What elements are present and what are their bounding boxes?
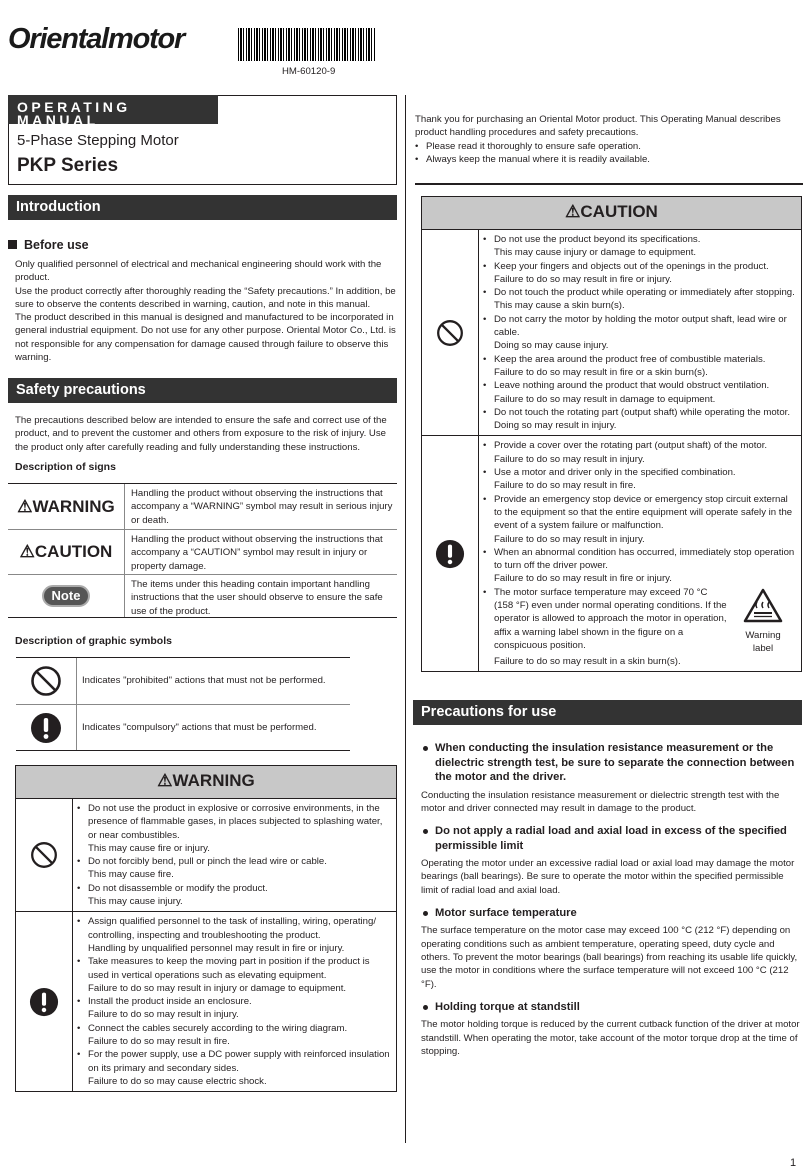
prohibited-description: Indicates "prohibited" actions that must not be performed. xyxy=(82,675,326,687)
warning-prohibited-list xyxy=(73,799,396,911)
prohibited-icon xyxy=(422,230,479,435)
precaution-body: Conducting the insulation resistance measurement or dielectric strength test with the motor and driver connected may result in damage to the product. xyxy=(421,789,780,814)
warning-compulsory-list xyxy=(73,912,396,1091)
safety-precautions-heading: Safety precautions xyxy=(8,378,397,403)
list-item: • Keep the area around the product free of combustible materials. Failure to do so may result in fire or a skin burn(s). xyxy=(483,353,797,380)
warning-sign-text: Handling the product without observing the instructions that accompany a “WARNING” symbol may result in serious injury or death. xyxy=(131,488,393,526)
caution-sign xyxy=(8,530,125,574)
graphic-symbols-table xyxy=(16,657,350,751)
precautions-list xyxy=(421,741,802,1058)
precautions-for-use-heading: Precautions for use xyxy=(413,700,802,725)
before-use-heading xyxy=(8,236,89,254)
oriental-motor-logo: Orientalmotor xyxy=(8,23,185,55)
list-item: • When an abnormal condition has occurred, immediately stop operation to turn off the driver power. Failure to do so may result in fire or injury. xyxy=(483,546,797,586)
caution-sign-text: Handling the product without observing the instructions that accompany a “CAUTION” symbol may result in injury or property damage. xyxy=(131,534,383,572)
product-subtitle: 5-Phase Stepping Motor xyxy=(17,132,179,149)
product-series: PKP Series xyxy=(17,155,119,176)
list-item: • Do not use the product beyond its specifications. This may cause injury or damage to equipment. xyxy=(483,233,797,260)
safety-body: The precautions described below are intended to ensure the safe and correct use of the product, and to prevent the customer and others from exposure to the risk of injury. Use the product only after carefully reading and fully understanding these instructions. xyxy=(15,415,387,453)
intro-bullet: • Please read it thoroughly to ensure safe operation. xyxy=(415,140,803,153)
compulsory-description: Indicates "compulsory" actions that must be performed. xyxy=(82,721,317,733)
sign-row-caution xyxy=(8,529,397,574)
precaution-heading: When conducting the insulation resistance measurement or the dielectric strength test, be sure to separate the connection between the motor and the driver. xyxy=(421,741,802,785)
warning-prohibited-row xyxy=(16,799,396,911)
warning-sign-label: WARNING xyxy=(32,496,115,516)
note-sign-text: The items under this heading contain important handling instructions that the user should observe to ensure the safe use of the product. xyxy=(131,579,383,617)
caution-compulsory-list xyxy=(479,436,801,671)
caution-panel-title: CAUTION xyxy=(580,202,658,221)
warning-panel-title: WARNING xyxy=(172,771,255,790)
caution-sign-label: CAUTION xyxy=(34,542,113,562)
description-of-graphic-symbols: Description of graphic symbols xyxy=(15,635,172,647)
warning-panel-header xyxy=(16,766,396,799)
document-code: HM-60120-9 xyxy=(282,66,336,77)
caution-prohibited-row xyxy=(422,230,801,435)
precaution-body: The surface temperature on the motor case may exceed 100 °C (212 °F) depending on operating conditions such as ambient temperature, operating speed, duty cycle and others. To prevent the motor bearings (ball bearings) from reaching its usable life quickly, use the motor in conditions where the surface temperature will not exceed 100 °C (212 °F). xyxy=(421,925,798,990)
list-item: • For the power supply, use a DC power supply with reinforced insulation on its primary and secondary sides. Failure to do so may cause electric shock. xyxy=(77,1048,392,1088)
note-sign xyxy=(8,575,125,617)
caution-prohibited-list xyxy=(479,230,801,435)
graphic-row-compulsory xyxy=(16,704,350,750)
column-divider xyxy=(405,95,406,1143)
list-item: • Install the product inside an enclosure. Failure to do so may result in injury. xyxy=(77,995,392,1022)
list-item: • Use a motor and driver only in the specified combination. Failure to do so may result in fire. xyxy=(483,466,797,493)
caution-panel xyxy=(421,196,802,672)
signs-table xyxy=(8,483,397,618)
compulsory-icon xyxy=(16,912,73,1091)
list-item xyxy=(483,586,797,655)
list-item: • Provide an emergency stop device or emergency stop circuit external to the equipment so that the entire equipment will operate safely in the event of a system failure or malfunction. Failure to do so may result in injury. xyxy=(483,493,797,546)
precaution-heading: Holding torque at standstill xyxy=(421,1000,802,1015)
precaution-heading: Do not apply a radial load and axial load in excess of the specified permissible limit xyxy=(421,824,802,853)
precaution-heading: Motor surface temperature xyxy=(421,906,802,921)
warning-triangle-icon: ⚠ xyxy=(17,496,33,516)
before-use-heading-text: Before use xyxy=(24,238,89,252)
list-item: • Do not use the product in explosive or corrosive environments, in the presence of flammable gases, in places subjected to splashing water, or near combustibles. This may cause fire or injury. xyxy=(77,802,392,855)
list-item: • Assign qualified personnel to the task of installing, wiring, operating/ controlling, inspecting and troubleshooting the product. Handling by unqualified personnel may result in fire or injury. xyxy=(77,915,392,955)
list-item: • Do not carry the motor by holding the motor output shaft, lead wire or cable. Doing so may cause injury. xyxy=(483,313,797,353)
caution-triangle-icon: ⚠ xyxy=(19,542,35,562)
compulsory-icon xyxy=(422,436,479,671)
list-item: • Connect the cables securely according to the wiring diagram. Failure to do so may result in fire. xyxy=(77,1022,392,1049)
warning-label-figure xyxy=(729,586,797,655)
intro-divider xyxy=(415,183,803,185)
list-item: • Do not touch the product while operating or immediately after stopping. This may cause a skin burn(s). xyxy=(483,286,797,313)
list-item: • Do not touch the rotating part (output shaft) while operating the motor. Doing so may result in injury. xyxy=(483,406,797,433)
introduction-heading: Introduction xyxy=(8,195,397,220)
warning-label-caption: Warning label xyxy=(745,629,781,654)
intro-paragraph: Thank you for purchasing an Oriental Motor product. This Operating Manual describes product handling procedures and safety precautions. xyxy=(415,114,781,139)
warning-triangle-icon: ⚠ xyxy=(157,771,173,790)
intro-text xyxy=(415,113,803,166)
caution-panel-header xyxy=(422,197,801,230)
barcode xyxy=(238,28,375,61)
list-item: • Leave nothing around the product that would obstruct ventilation. Failure to do so may result in damage to equipment. xyxy=(483,379,797,406)
caution-compulsory-row xyxy=(422,435,801,671)
sign-row-warning xyxy=(8,484,397,529)
warning-sign xyxy=(8,484,125,529)
graphic-row-prohibited xyxy=(16,658,350,704)
list-item: • Do not forcibly bend, pull or pinch the lead wire or cable. This may cause fire. xyxy=(77,855,392,882)
prohibited-icon xyxy=(16,658,77,704)
page-number: 1 xyxy=(790,1157,797,1169)
list-item: • Take measures to keep the moving part in position if the product is used in vertical operations such as elevating equipment. Failure to do so may result in injury or damage to equipment. xyxy=(77,955,392,995)
intro-bullet: • Always keep the manual where it is readily available. xyxy=(415,153,803,166)
precaution-body: Operating the motor under an excessive radial load or axial load may damage the motor bearings (ball bearings). Be sure to operate the motor within the specified permissible limit of radial load and axial load. xyxy=(421,858,795,896)
sign-row-note xyxy=(8,574,397,617)
caution-triangle-icon: ⚠ xyxy=(565,202,581,221)
surface-temp-text: The motor surface temperature may exceed 70 °C (158 °F) even under normal operating conditions. If the operator is allowed to approach the motor in operation, affix a warning label shown in the figure on a conspicuous position. xyxy=(494,586,727,651)
list-item: • Keep your fingers and objects out of the openings in the product. Failure to do so may result in fire or injury. xyxy=(483,260,797,287)
warning-compulsory-row xyxy=(16,911,396,1091)
surface-temp-result: Failure to do so may result in a skin burn(s). xyxy=(494,655,681,667)
list-item: • Provide a cover over the rotating part (output shaft) of the motor. Failure to do so may result in injury. xyxy=(483,439,797,466)
before-use-body: Only qualified personnel of electrical and mechanical engineering should work with the product. Use the product correctly after thoroughly reading the “Safety precautions.” In addition, be sure to observe the contents described in warning, caution, and note in this manual. The product described in this manual is designed and manufactured to be incorporated in general industrial equipment. Do not use for any other purpose. Oriental Motor Co., Ltd. is not responsible for any compensation for damage caused through failure to observe this warning. xyxy=(15,259,396,364)
operating-manual-band: OPERATING MANUAL xyxy=(8,95,218,124)
note-badge-icon: Note xyxy=(42,585,91,606)
list-item: • Do not disassemble or modify the product. This may cause injury. xyxy=(77,882,392,909)
prohibited-icon xyxy=(16,799,73,911)
compulsory-icon xyxy=(16,705,77,750)
description-of-signs: Description of signs xyxy=(15,461,116,473)
precaution-body: The motor holding torque is reduced by the current cutback function of the driver at motor standstill. When operating the motor, take account of the motor torque drop at the time of stopping. xyxy=(421,1019,800,1058)
hot-surface-icon xyxy=(743,588,783,623)
warning-panel xyxy=(15,765,397,1092)
